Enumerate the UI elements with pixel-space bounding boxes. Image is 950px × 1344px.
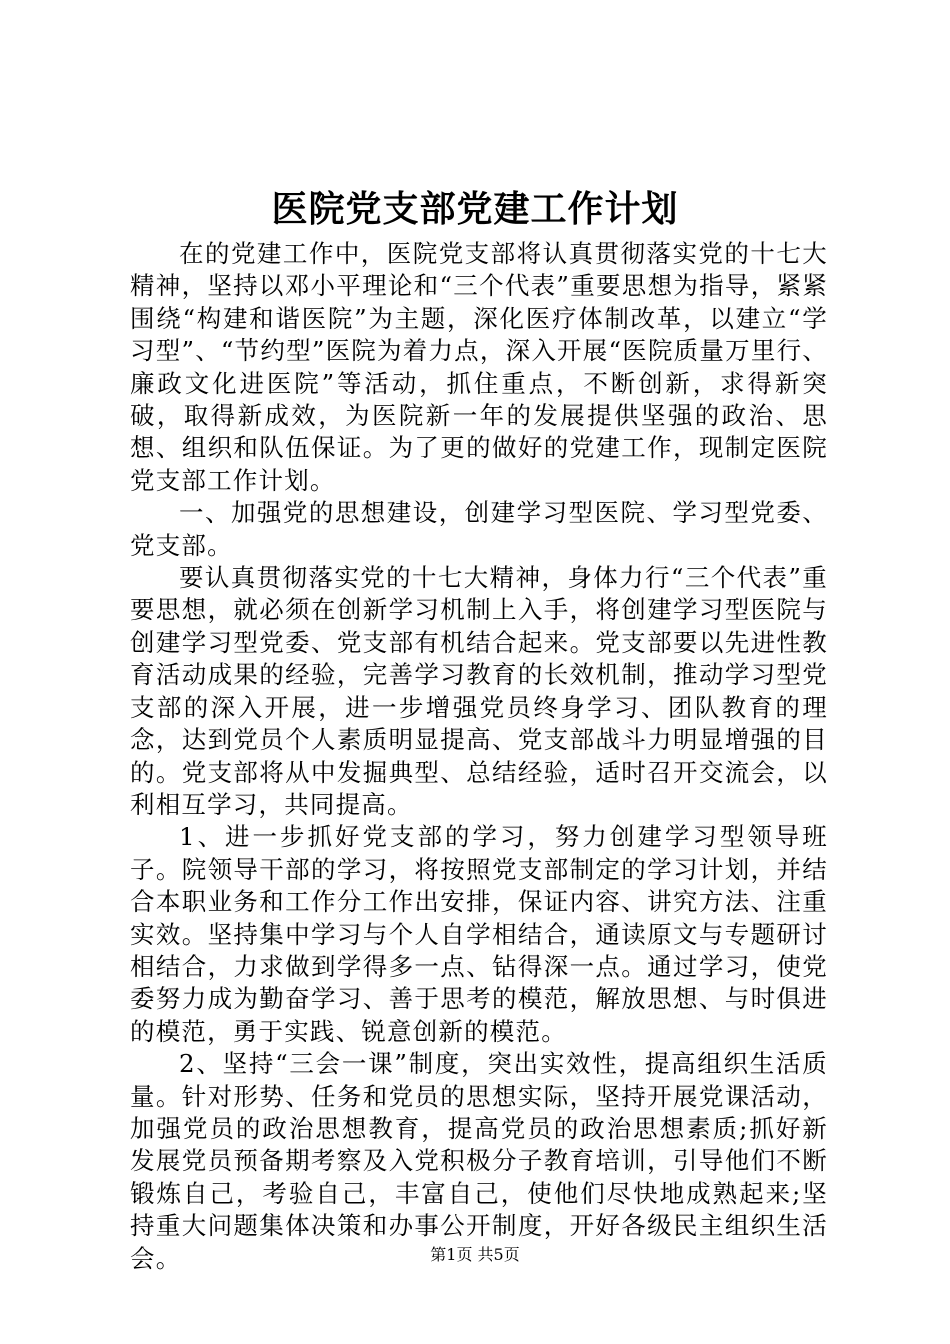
paragraph-section-heading: 一、加强党的思想建设，创建学习型医院、学习型党委、党支部。: [130, 498, 828, 560]
paragraph-intro: 在的党建工作中，医院党支部将认真贯彻落实党的十七大精神，坚持以邓小平理论和“三个代表”重要思想为指导，紧紧围绕“构建和谐医院”为主题，深化医疗体制改革，以建立“学习型”、“节约型”医院为着力点，深入开展“医院质量万里行、廉政文化进医院”等活动，抓住重点，不断创新，求得新突破，取得新成效，为医院新一年的发展提供坚强的政治、思想、组织和队伍保证。为了更的做好的党建工作，现制定医院党支部工作计划。: [130, 239, 828, 495]
document-title: 医院党支部党建工作计划: [271, 188, 679, 230]
document-body: [130, 238, 828, 1275]
paragraph-section-body: 要认真贯彻落实党的十七大精神，身体力行“三个代表”重要思想，就必须在创新学习机制上入手，将创建学习型医院与创建学习型党委、党支部有机结合起来。党支部要以先进性教育活动成果的经验，完善学习教育的长效机制，推动学习型党支部的深入开展，进一步增强党员终身学习、团队教育的理念，达到党员个人素质明显提高、党支部战斗力明显增强的目的。党支部将从中发掘典型、总结经验，适时召开交流会，以利相互学习，共同提高。: [130, 563, 828, 819]
paragraph-item-2: 2、坚持“三会一课”制度，突出实效性，提高组织生活质量。针对形势、任务和党员的思想实际，坚持开展党课活动，加强党员的政治思想教育，提高党员的政治思想素质;抓好新发展党员预备期考察及入党积极分子教育培训，引导他们不断锻炼自己，考验自己，丰富自己，使他们尽快地成熟起来;坚持重大问题集体决策和办事公开制度，开好各级民主组织生活会。: [130, 1049, 828, 1273]
paragraph-item-1: 1、进一步抓好党支部的学习，努力创建学习型领导班子。院领导干部的学习，将按照党支部制定的学习计划，并结合本职业务和工作分工作出安排，保证内容、讲究方法、注重实效。坚持集中学习与个人自学相结合，通读原文与专题研讨相结合，力求做到学得多一点、钻得深一点。通过学习，使党委努力成为勤奋学习、善于思考的模范，解放思想、与时俱进的模范，勇于实践、锐意创新的模范。: [130, 822, 828, 1046]
page-footer: 第1页 共5页: [430, 1245, 520, 1264]
